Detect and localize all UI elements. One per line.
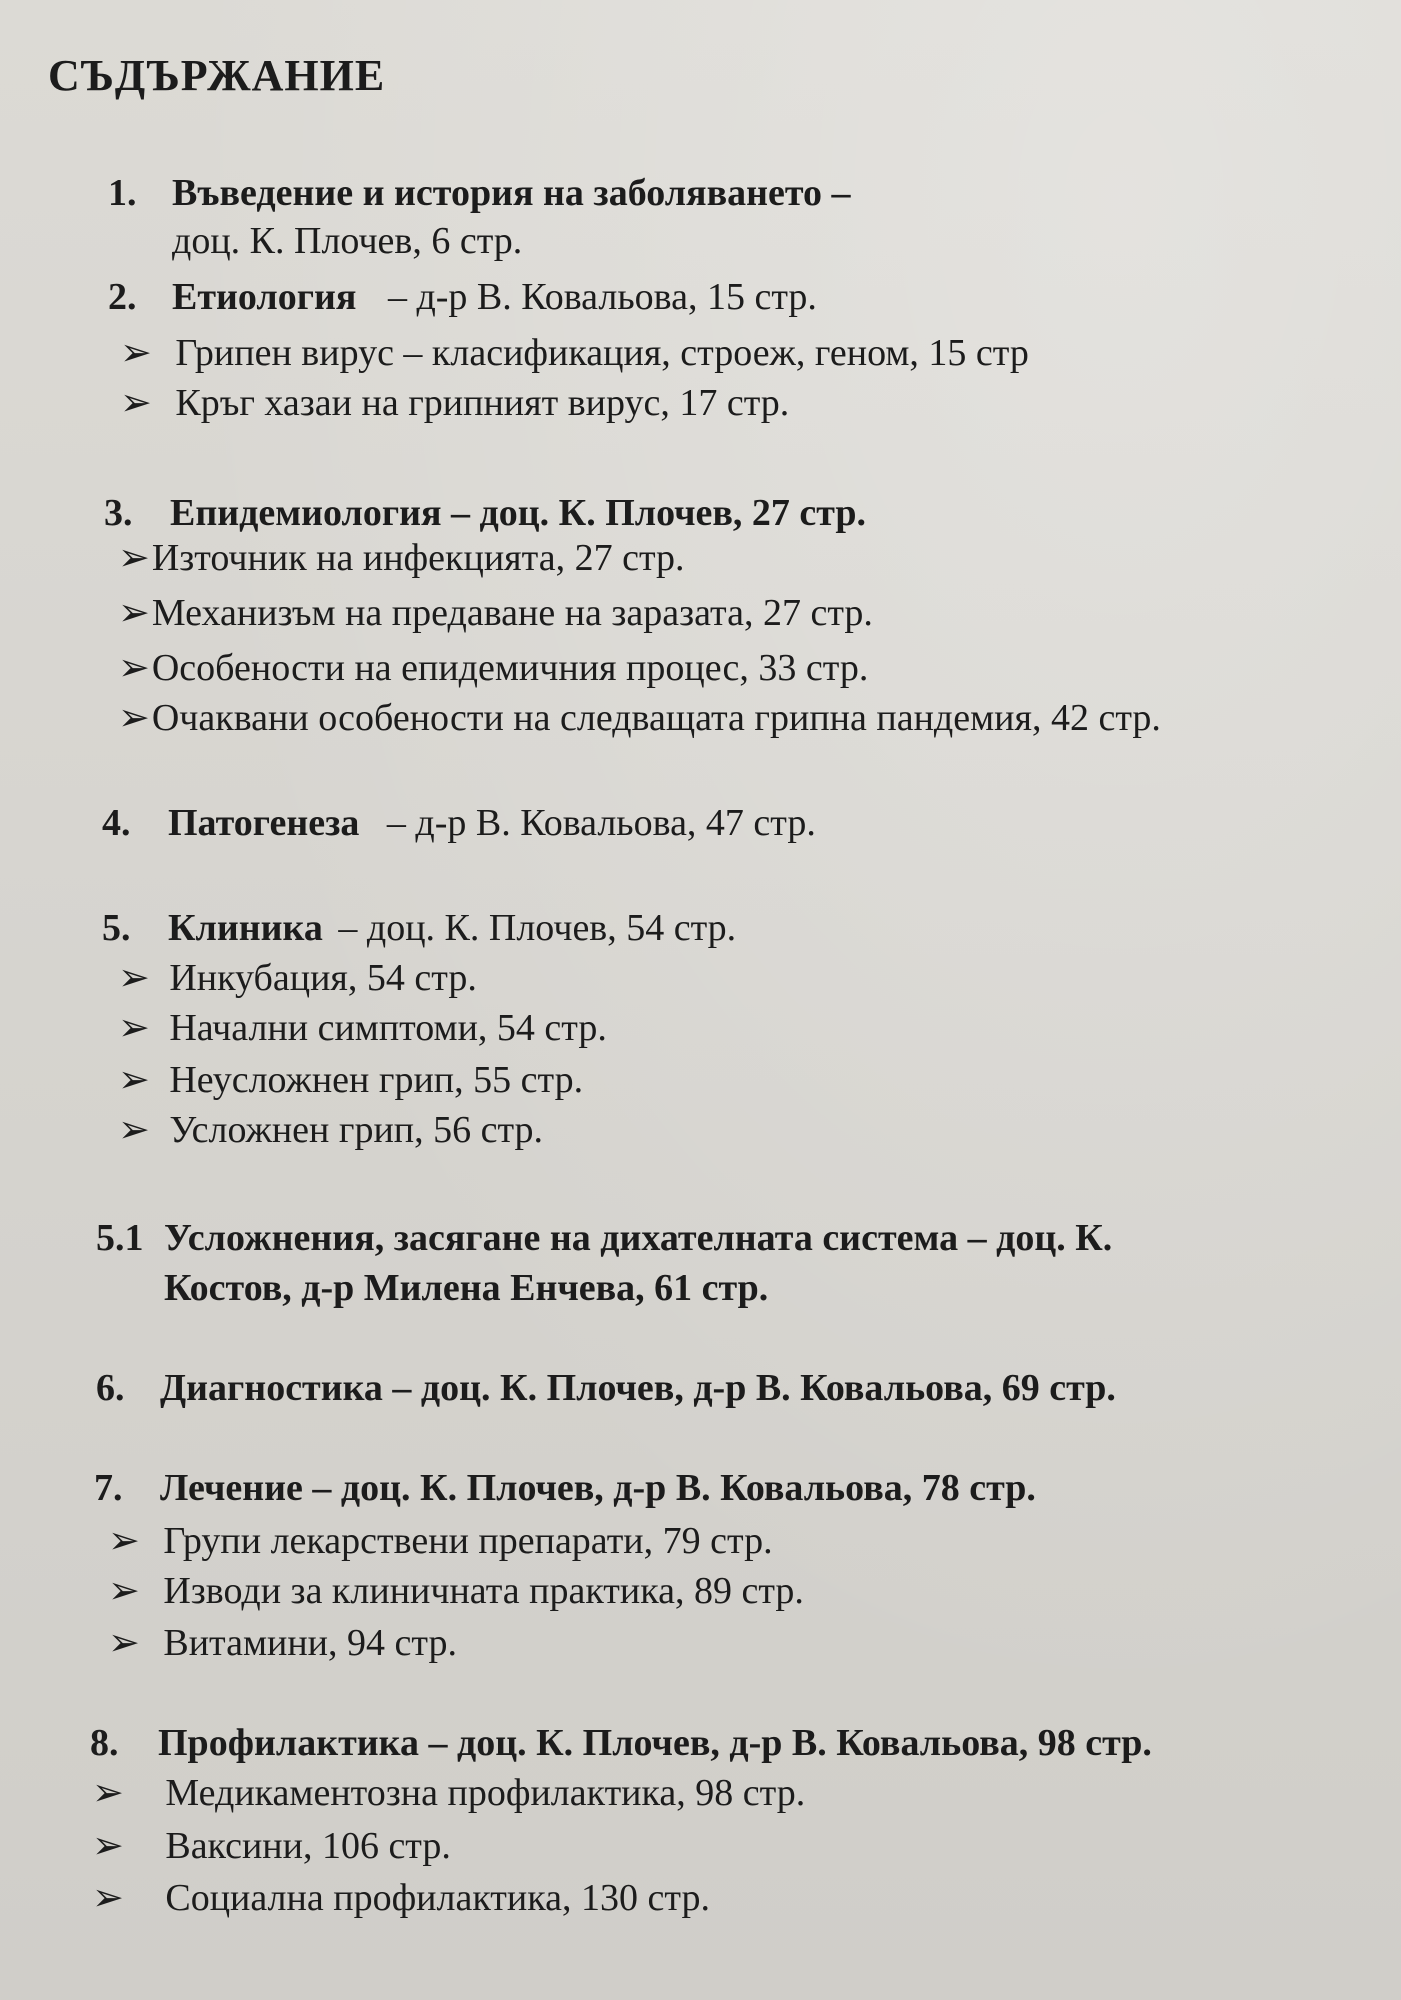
arrow-bullet-icon: ➢ [108, 1520, 140, 1562]
section-title: Усложнения, засягане на дихателната система – доц. К. [164, 1217, 1113, 1259]
toc-item [118, 535, 685, 581]
toc-section-5 [102, 905, 737, 951]
arrow-bullet-icon: ➢ [92, 1877, 124, 1919]
arrow-bullet-icon: ➢ [118, 1109, 150, 1151]
item-label: Неусложнен грип, 55 стр. [169, 1059, 584, 1101]
arrow-bullet-icon: ➢ [118, 537, 150, 579]
arrow-bullet-icon: ➢ [118, 1059, 150, 1101]
toc-section-6 [96, 1365, 1116, 1411]
section-authors: – д-р В. Ковальова, 47 стр. [386, 802, 816, 844]
arrow-bullet-icon: ➢ [118, 592, 150, 634]
item-label: Изводи за клиничната практика, 89 стр. [163, 1570, 804, 1612]
section-authors: – доц. К. Плочев, 54 стр. [338, 907, 737, 949]
toc-item [118, 645, 868, 691]
item-label: Витамини, 94 стр. [163, 1622, 457, 1664]
toc-item [118, 590, 873, 636]
section-number: 2. [108, 276, 137, 318]
arrow-bullet-icon: ➢ [118, 1007, 150, 1049]
item-label: Ваксини, 106 стр. [165, 1825, 451, 1867]
arrow-bullet-icon: ➢ [120, 382, 152, 424]
item-label: Социална профилактика, 130 стр. [165, 1877, 710, 1919]
toc-item [92, 1770, 805, 1816]
toc-item [108, 1620, 457, 1666]
toc-item [108, 1568, 804, 1614]
toc-item [92, 1823, 451, 1869]
item-label: Очаквани особености на следващата грипна пандемия, 42 стр. [151, 697, 1161, 739]
section-number: 4. [102, 802, 131, 844]
toc-section-5-1 [96, 1215, 1113, 1261]
toc-section-8 [90, 1720, 1152, 1766]
toc-section-1 [108, 170, 851, 216]
item-label: Инкубация, 54 стр. [169, 957, 477, 999]
arrow-bullet-icon: ➢ [92, 1825, 124, 1867]
section-title: Въведение и история на заболяването – [172, 172, 851, 214]
section-title: Епидемиология – доц. К. Плочев, 27 стр. [170, 492, 867, 534]
section-title: Диагностика – доц. К. Плочев, д-р В. Ковальова, 69 стр. [160, 1367, 1116, 1409]
item-label: Усложнен грип, 56 стр. [169, 1109, 544, 1151]
section-title: Профилактика – доц. К. Плочев, д-р В. Ковальова, 98 стр. [158, 1722, 1152, 1764]
item-label: Кръг хазаи на грипният вирус, 17 стр. [175, 382, 790, 424]
arrow-bullet-icon: ➢ [108, 1570, 140, 1612]
item-label: Начални симптоми, 54 стр. [169, 1007, 607, 1049]
section-number: 8. [90, 1722, 119, 1764]
toc-section-7 [94, 1465, 1036, 1511]
arrow-bullet-icon: ➢ [118, 957, 150, 999]
arrow-bullet-icon: ➢ [108, 1622, 140, 1664]
item-label: Грипен вирус – класификация, строеж, геном, 15 стр [175, 332, 1029, 374]
item-label: Медикаментозна профилактика, 98 стр. [165, 1772, 806, 1814]
toc-item [120, 380, 789, 426]
item-label: Механизъм на предаване на заразата, 27 стр. [151, 592, 873, 634]
item-label: Групи лекарствени препарати, 79 стр. [163, 1520, 773, 1562]
section-number: 5.1 [96, 1217, 144, 1259]
toc-section-5-1-cont: Костов, д-р Милена Енчева, 61 стр. [164, 1267, 769, 1309]
arrow-bullet-icon: ➢ [118, 697, 150, 739]
toc-section-3 [104, 490, 867, 536]
toc-item [118, 1107, 543, 1153]
item-label: Източник на инфекцията, 27 стр. [151, 537, 685, 579]
toc-item [118, 1005, 607, 1051]
section-title: Патогенеза [168, 802, 360, 844]
section-authors: – д-р В. Ковальова, 15 стр. [387, 276, 817, 318]
toc-section-4 [102, 800, 816, 846]
section-title: Етиология [172, 276, 357, 318]
toc-section-1-authors: доц. К. Плочев, 6 стр. [172, 220, 523, 262]
arrow-bullet-icon: ➢ [118, 647, 150, 689]
toc-item [92, 1875, 710, 1921]
toc-item [118, 955, 477, 1001]
toc-section-2 [108, 274, 817, 320]
section-title: Клиника [168, 907, 323, 949]
arrow-bullet-icon: ➢ [120, 332, 152, 374]
section-title: Лечение – доц. К. Плочев, д-р В. Ковальова, 78 стр. [160, 1467, 1036, 1509]
toc-item [108, 1518, 773, 1564]
section-number: 5. [102, 907, 131, 949]
section-number: 6. [96, 1367, 125, 1409]
section-number: 1. [108, 172, 137, 214]
section-number: 7. [94, 1467, 123, 1509]
toc-item [118, 695, 1161, 741]
item-label: Особености на епидемичния процес, 33 стр. [151, 647, 869, 689]
toc-item [118, 1057, 583, 1103]
toc-item [120, 330, 1029, 376]
page-title: СЪДЪРЖАНИЕ [48, 51, 386, 100]
section-number: 3. [104, 492, 133, 534]
arrow-bullet-icon: ➢ [92, 1772, 124, 1814]
